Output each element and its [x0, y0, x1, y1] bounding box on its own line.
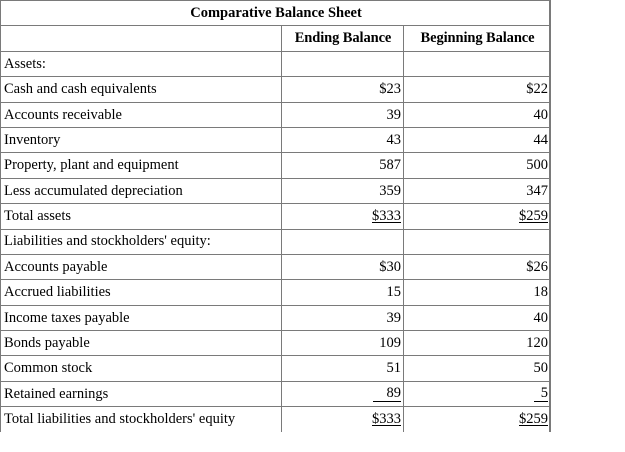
row-label: Bonds payable — [1, 331, 282, 356]
row-label: Accounts receivable — [1, 102, 282, 127]
ending-balance-header: Ending Balance — [282, 26, 404, 51]
row-label: Cash and cash equivalents — [1, 77, 282, 102]
table-row — [1, 254, 551, 279]
beginning-value: $22 — [404, 77, 551, 102]
beginning-value — [404, 407, 551, 432]
ending-value: 39 — [282, 102, 404, 127]
row-label: Assets: — [1, 51, 282, 76]
row-label: Accounts payable — [1, 254, 282, 279]
table-row — [1, 102, 551, 127]
row-label: Inventory — [1, 127, 282, 152]
sheet-title: Comparative Balance Sheet — [1, 1, 551, 26]
ending-value — [282, 381, 404, 406]
beginning-value: 120 — [404, 331, 551, 356]
retained-earnings-beginning: 5 — [534, 386, 548, 402]
beginning-balance-header: Beginning Balance — [404, 26, 551, 51]
beginning-value: 500 — [404, 153, 551, 178]
table-row — [1, 127, 551, 152]
table-row — [1, 229, 551, 254]
row-label: Accrued liabilities — [1, 280, 282, 305]
beginning-value — [404, 51, 551, 76]
ending-value: 109 — [282, 331, 404, 356]
row-label: Income taxes payable — [1, 305, 282, 330]
ending-value — [282, 51, 404, 76]
beginning-value: 347 — [404, 178, 551, 203]
row-label: Common stock — [1, 356, 282, 381]
ending-value: 39 — [282, 305, 404, 330]
table-row — [1, 331, 551, 356]
table-row — [1, 178, 551, 203]
row-label: Total liabilities and stockholders' equity — [1, 407, 282, 432]
beginning-value — [404, 229, 551, 254]
table-row — [1, 305, 551, 330]
table-row — [1, 381, 551, 406]
ending-value: 51 — [282, 356, 404, 381]
total-liabilities-ending: $333 — [372, 411, 401, 428]
beginning-value — [404, 381, 551, 406]
column-header-row — [1, 26, 551, 51]
row-label: Less accumulated depreciation — [1, 178, 282, 203]
beginning-value — [404, 204, 551, 229]
beginning-value: 40 — [404, 102, 551, 127]
title-row — [1, 1, 551, 26]
ending-value: 359 — [282, 178, 404, 203]
ending-value: 587 — [282, 153, 404, 178]
beginning-value: 50 — [404, 356, 551, 381]
row-label: Property, plant and equipment — [1, 153, 282, 178]
total-liabilities-beginning: $259 — [519, 411, 548, 428]
ending-value — [282, 407, 404, 432]
beginning-value: 40 — [404, 305, 551, 330]
table-row — [1, 51, 551, 76]
total-assets-ending: $333 — [372, 208, 401, 225]
label-header-cell — [1, 26, 282, 51]
table-row — [1, 280, 551, 305]
row-label: Retained earnings — [1, 381, 282, 406]
ending-value — [282, 204, 404, 229]
table-row — [1, 204, 551, 229]
table-row — [1, 356, 551, 381]
row-label: Total assets — [1, 204, 282, 229]
ending-value: 43 — [282, 127, 404, 152]
ending-value — [282, 229, 404, 254]
ending-value: 15 — [282, 280, 404, 305]
row-label: Liabilities and stockholders' equity: — [1, 229, 282, 254]
beginning-value: 44 — [404, 127, 551, 152]
beginning-value: $26 — [404, 254, 551, 279]
table-row — [1, 77, 551, 102]
table-row — [1, 153, 551, 178]
beginning-value: 18 — [404, 280, 551, 305]
table-row — [1, 407, 551, 432]
ending-value: $30 — [282, 254, 404, 279]
ending-value: $23 — [282, 77, 404, 102]
total-assets-beginning: $259 — [519, 208, 548, 225]
retained-earnings-ending: 89 — [373, 386, 401, 402]
sheet-right-edge — [549, 0, 550, 432]
